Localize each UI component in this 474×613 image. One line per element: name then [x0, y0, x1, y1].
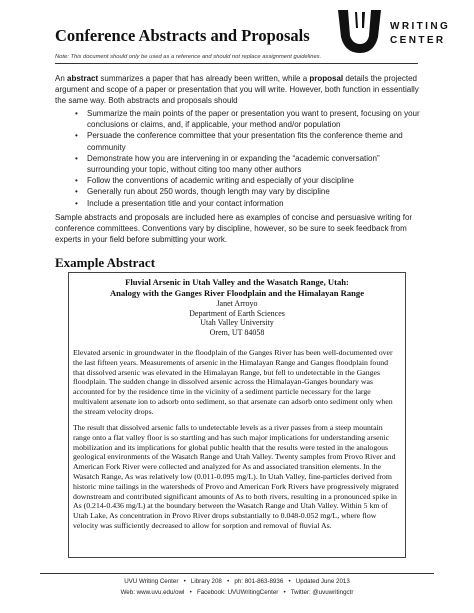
footer-web-link[interactable]: Web: www.uvu.edu/owl [120, 589, 185, 596]
bullet-icon: • [75, 176, 78, 186]
intro-paragraph: An abstract summarizes a paper that has already been written, while a proposal details the projected argument and scope of a paper or presentation that you will write. However, both function in essentially the same way. Both abstracts and proposals should [55, 74, 419, 106]
footer-org: UVU Writing Center [124, 578, 179, 585]
bullet-icon: • [75, 153, 78, 163]
department-name: Department of Earth Sciences [189, 308, 285, 318]
university-name: Utah Valley University [200, 318, 274, 328]
abstract-term: abstract [67, 74, 99, 83]
example-abstract-box [68, 272, 406, 558]
footer-facebook-link[interactable]: Facebook: UVUWritingCenter [196, 589, 279, 596]
guidelines-list [75, 108, 423, 209]
logo-text-center: CENTER [390, 35, 446, 46]
list-item: • Demonstrate how you are intervening in or expanding the “academic conversation” surrounding your topic, without citing too many other authors [75, 153, 380, 175]
samples-paragraph: Sample abstracts and proposals are included here as examples of concise and persuasive writing for conference committees. Conventions vary by discipline, however, so be sure to seek feedback from experts in your field before submitting your work. [55, 213, 413, 245]
writing-center-logo [332, 6, 450, 56]
abstract-paragraph-1: Elevated arsenic in groundwater in the floodplain of the Ganges River has been well-documented over the last fifteen years. Measurements of arsenic in the Himalayan Range and Ganges floodplain found that dissolved arsenic was elevated in the Himalayan Range, but fell to undetectable in the Ganges floodplain. The sudden change in dissolved arsenic across the Himalayan-Ganges boundary was accounted for by the residence time in the vicinity of a sediment particle necessary for the large multivalent arsenate ion to adsorb onto sediment, so that arsenate can adsorb onto sediment only when the stream velocity drops. [73, 348, 393, 416]
page-title: Conference Abstracts and Proposals [55, 26, 310, 45]
abstract-header-block [69, 277, 405, 337]
author-name: Janet Arroyo [216, 299, 258, 308]
bullet-icon: • [75, 187, 78, 197]
footer-twitter-link[interactable]: Twitter: @uvuwritingctr [290, 589, 354, 596]
proposal-term: proposal [309, 74, 344, 83]
list-item: • Persuade the conference committee that your presentation fits the conference theme and community [75, 131, 403, 152]
example-abstract-heading: Example Abstract [55, 255, 156, 270]
abstract-title-line-1: Fluvial Arsenic in Utah Valley and the Wasatch Range, Utah: [125, 277, 349, 287]
footer-phone: ph: 801-863-8936 [234, 578, 284, 585]
footer-line-1: UVU Writing Center • Library 208 • ph: 801-863-8936 • Updated June 2013 [124, 578, 350, 585]
list-item: • Summarize the main points of the paper or presentation you want to present, focusing on your conclusions or claims, and, if applicable, your method and/or population [75, 109, 420, 130]
header-divider [55, 63, 418, 64]
footer-line-2: Web: www.uvu.edu/owl • Facebook: UVUWritingCenter • Twitter: @uvuwritingctr [120, 589, 354, 596]
footer-divider [40, 573, 434, 574]
abstract-paragraph-2: The result that dissolved arsenic falls to undetectable levels as a river passes from a steep mountain range onto a flat valley floor is so startling and has such major implications for understanding arsenic mobilization and its implications for global public health that the results were tested in the analogous geological environments of the Wasatch Range and Utah Valley. Twenty samples from Provo River and American Fork River were collected and analyzed for As and associated transition elements. In the Wasatch Range, As was relatively low (0.011-0.095 mg/L). In Utah Valley, fine-particles derived from historic mine tailings in the watersheds of Provo and American Fork Rivers have progressively migrated downstream and contributed significant amounts of As to both rivers, resulting in a pronounced spike in As (0.214-0.436 mg/L) at the boundary between the Wasatch Range and Utah Valley. Within 5 km of Utah Lake, As concentration in Provo River drops substantially to 0.048-0.052 mg/L, where flow velocity was sufficiently decreased to allow for sorption and removal of fluvial As. [73, 423, 399, 530]
bullet-icon: • [75, 109, 78, 118]
list-item: • Generally run about 250 words, though length may vary by discipline [75, 187, 330, 197]
logo-text-writing: WRITING [390, 21, 451, 32]
bullet-icon: • [75, 131, 78, 141]
abstract-title-line-2: Analogy with the Ganges River Floodplain and the Himalayan Range [109, 288, 365, 298]
list-item: • Include a presentation title and your contact information [75, 198, 284, 208]
uvu-logo-icon [332, 6, 388, 56]
bullet-icon: • [75, 198, 78, 208]
disclaimer-note: Note: This document should only be used as a reference and should not replace assignment guidelines. [55, 54, 322, 60]
location-text: Orem, UT 84058 [209, 327, 265, 337]
footer-library: Library 208 [190, 578, 222, 585]
list-item: • Follow the conventions of academic writing and especially of your discipline [75, 176, 354, 186]
footer-updated: Updated June 2013 [295, 578, 350, 585]
